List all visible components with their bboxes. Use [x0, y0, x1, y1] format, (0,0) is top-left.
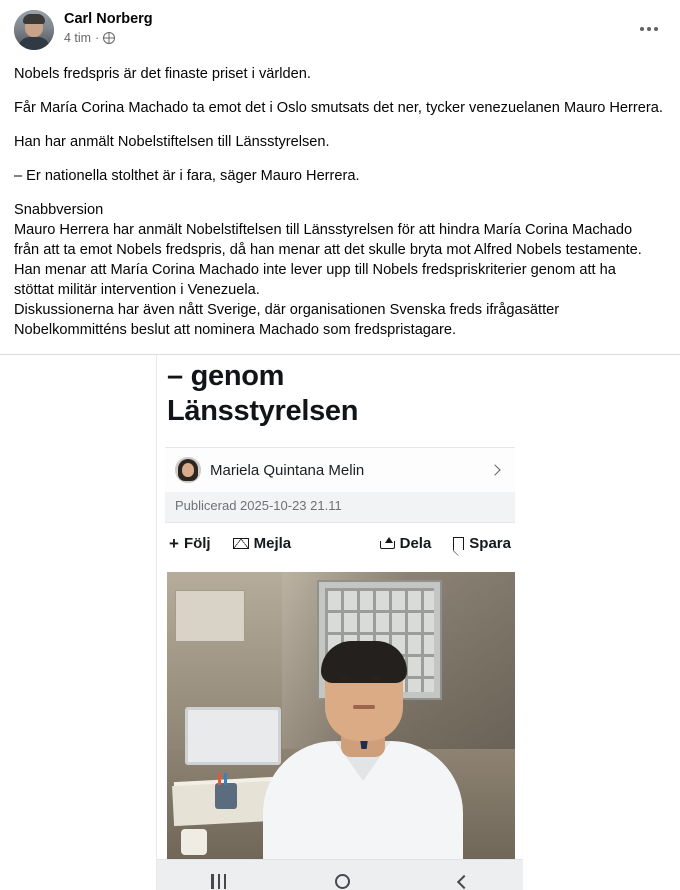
more-dot	[654, 27, 658, 31]
author-avatar-face	[182, 463, 194, 477]
person-eye-left	[341, 677, 350, 681]
post-paragraph: Han har anmält Nobelstiftelsen till Länsstyrelsen.	[14, 134, 330, 150]
photo-pen-holder	[215, 783, 237, 809]
recents-bar	[224, 874, 227, 889]
headline-line-1: – genom	[167, 360, 285, 392]
article-photo[interactable]	[167, 572, 515, 869]
more-options-icon[interactable]	[634, 16, 664, 42]
post-paragraph: Får María Corina Machado ta emot det i Oslo smutsats det ner, tycker venezuelanen Mauro Herrera.	[14, 100, 663, 116]
save-button[interactable]	[453, 535, 511, 552]
chevron-right-icon[interactable]	[489, 464, 500, 475]
follow-button[interactable]	[169, 535, 211, 552]
embedded-screenshot	[0, 355, 680, 890]
summary-line: från att ta emot Nobels fredspris, då han menar att det skulle bryta mot Alfred Nobels testamente.	[14, 242, 642, 258]
meta-separator: ·	[95, 31, 100, 45]
summary-line: Han menar att María Corina Machado inte lever upp till Nobels fredspriskriterier genom att ha	[14, 262, 616, 278]
recents-bar	[211, 874, 214, 889]
post-paragraph: – Er nationella stolthet är i fara, säger Mauro Herrera.	[14, 168, 360, 184]
spacer	[14, 340, 666, 354]
post-author-block	[64, 10, 153, 45]
more-dot	[640, 27, 644, 31]
avatar[interactable]	[14, 10, 54, 50]
save-label: Spara	[469, 535, 511, 552]
photo-poster	[175, 590, 245, 642]
screenshot-left-gutter	[0, 355, 157, 890]
recents-bar	[218, 874, 221, 889]
post-header	[14, 10, 666, 56]
home-icon[interactable]	[335, 874, 350, 889]
back-icon[interactable]	[457, 874, 471, 888]
author-avatar	[175, 457, 201, 483]
post-timestamp[interactable]: 4 tim	[64, 31, 92, 45]
summary-line: Mauro Herrera har anmält Nobelstiftelsen till Länsstyrelsen för att hindra María Corina Machado	[14, 222, 633, 238]
summary-line: Diskussionerna har även nått Sverige, där organisationen Svenska freds ifrågasätter	[14, 302, 560, 318]
article-headline	[157, 355, 523, 429]
share-icon	[380, 537, 395, 550]
summary-line: Nobelkommitténs beslut att nominera Machado som fredspristagare.	[14, 322, 457, 338]
share-button[interactable]	[380, 535, 432, 552]
recents-icon[interactable]	[211, 874, 226, 889]
mail-button[interactable]	[233, 535, 292, 552]
byline-card	[165, 447, 515, 523]
post-body	[14, 56, 666, 354]
headline-line-2: Länsstyrelsen	[167, 395, 359, 427]
bookmark-icon	[453, 537, 464, 551]
plus-icon: +	[169, 534, 179, 553]
article-actions	[157, 523, 523, 562]
summary-line: stöttat militär intervention i Venezuela.	[14, 282, 260, 298]
globe-icon[interactable]	[103, 32, 115, 44]
byline-row[interactable]	[165, 448, 515, 492]
summary-heading: Snabbversion	[14, 202, 104, 218]
screenshot-right-gutter	[523, 355, 680, 890]
person-shirt	[263, 741, 463, 869]
attached-screenshot-card[interactable]	[0, 354, 680, 890]
avatar-hair	[23, 14, 45, 24]
post-paragraph: Nobels fredspris är det finaste priset i världen.	[14, 66, 311, 82]
envelope-icon	[233, 538, 249, 549]
facebook-post	[0, 0, 680, 354]
android-navigation-bar	[157, 859, 523, 890]
person-eye-right	[371, 677, 380, 681]
mail-label: Mejla	[253, 535, 292, 552]
person-mouth	[353, 705, 375, 709]
photo-cup	[181, 829, 207, 855]
share-label: Dela	[399, 535, 432, 552]
published-date: Publicerad 2025-10-23 21.11	[165, 492, 515, 522]
post-meta	[64, 31, 153, 45]
person-hair	[321, 641, 407, 683]
post-author-name[interactable]: Carl Norberg	[64, 11, 153, 27]
article-content	[157, 355, 523, 890]
photo-person	[263, 619, 463, 869]
follow-label: Följ	[183, 535, 211, 552]
author-name: Mariela Quintana Melin	[210, 461, 365, 479]
post-summary	[14, 200, 666, 340]
more-dot	[647, 27, 651, 31]
avatar-body	[18, 37, 50, 50]
